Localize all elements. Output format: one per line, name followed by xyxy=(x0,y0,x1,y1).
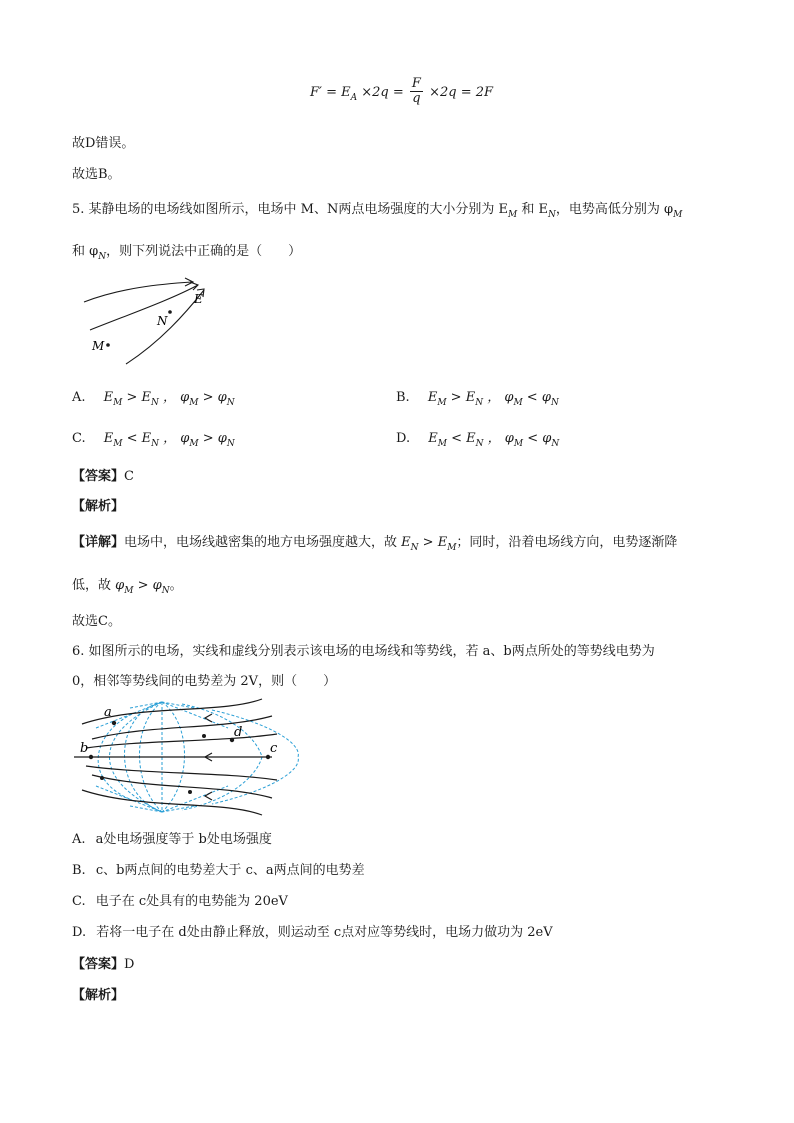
fraction-denominator: q xyxy=(412,91,421,106)
answer-label: 【答案】 xyxy=(72,469,125,484)
label-e: E xyxy=(194,292,203,306)
q6-answer xyxy=(72,953,134,972)
q5-sub-n2: N xyxy=(98,252,107,262)
q5-detail-line1 xyxy=(72,531,678,553)
q6-option-d-text: 若将一电子在 d处由静止释放，则运动至 c点对应等势线时，电场力做功为 2eV xyxy=(96,925,553,940)
conclusion-d: 故D错误。 xyxy=(72,136,135,151)
q6-option-b[interactable] xyxy=(72,859,365,878)
q5-stem-part3: ，电势高低分别为 φ xyxy=(555,202,674,217)
option-c-letter: C. xyxy=(72,431,86,446)
q6-option-a-text: a处电场强度等于 b处电场强度 xyxy=(95,832,272,847)
q5-stem-line2 xyxy=(72,240,302,262)
q5-analysis-label: 【解析】 xyxy=(72,499,125,514)
label-n: N xyxy=(157,314,168,328)
q5-sub-n: N xyxy=(547,210,556,220)
point-b xyxy=(89,755,93,759)
q5-stem-line2-b: ，则下列说法中正确的是（ ） xyxy=(106,244,302,259)
point-a xyxy=(112,721,116,725)
q5-choose: 故选C。 xyxy=(72,614,121,629)
fraction-numerator: F xyxy=(411,76,421,91)
q6-option-b-letter: B. xyxy=(72,863,86,878)
q6-analysis-label: 【解析】 xyxy=(72,988,125,1003)
option-b-letter: B. xyxy=(396,390,410,405)
q5-answer xyxy=(72,465,134,484)
label-b: b xyxy=(80,741,89,756)
q6-option-d-letter: D. xyxy=(72,925,87,940)
q5-stem-line1 xyxy=(72,198,683,220)
q5-sub-m2: M xyxy=(673,210,683,220)
q6-option-b-text: c、b两点间的电势差大于 c、a两点间的电势差 xyxy=(95,863,365,878)
formula-mid: ×2q = xyxy=(361,85,404,100)
q6-stem-line2: 0，相邻等势线间的电势差为 2V，则（ ） xyxy=(72,674,337,689)
q6-option-c-letter: C. xyxy=(72,894,86,909)
formula-lhs: F′ = E xyxy=(310,85,351,100)
option-d-text: $E_M < E_N$ ， $\varphi_M < \varphi_N$ xyxy=(428,431,560,449)
q5-detail-line2: 低，故 $\varphi_M > \varphi_N$。 xyxy=(72,578,183,596)
point-n xyxy=(168,310,172,314)
q6-option-d[interactable] xyxy=(72,921,553,940)
formula-fraction xyxy=(410,77,423,106)
q5-option-c[interactable] xyxy=(72,427,235,449)
q6-option-c[interactable] xyxy=(72,890,288,909)
q5-option-b[interactable] xyxy=(396,386,559,408)
q6-option-c-text: 电子在 c处具有的电势能为 20eV xyxy=(95,894,288,909)
q5-stem-line2-a: 和 φ xyxy=(72,244,99,259)
q6-option-a-letter: A. xyxy=(72,832,86,847)
label-m: M xyxy=(92,339,105,353)
q6-option-a[interactable] xyxy=(72,828,272,847)
option-c-text: $E_M < E_N$ ， $\varphi_M > \varphi_N$ xyxy=(103,431,235,449)
choose-b: 故选B。 xyxy=(72,167,121,182)
point-7 xyxy=(100,776,104,780)
point-5 xyxy=(202,734,206,738)
point-6 xyxy=(188,790,192,794)
field-line-2 xyxy=(90,285,198,330)
option-b-text: $E_M > E_N$ ， $\varphi_M < \varphi_N$ xyxy=(427,390,559,408)
q6-answer-value: D xyxy=(124,957,135,972)
option-a-text: $E_M > E_N$ ， $\varphi_M > \varphi_N$ xyxy=(103,390,235,408)
field-line-1 xyxy=(84,282,192,302)
q5-stem-part2: 和 E xyxy=(517,202,548,217)
answer-value: C xyxy=(124,469,134,484)
label-c: c xyxy=(270,741,278,756)
q6-field-figure xyxy=(72,694,304,820)
q5-option-d[interactable] xyxy=(396,427,560,449)
option-a-letter: A. xyxy=(72,390,86,405)
point-m xyxy=(106,343,110,347)
q5-field-figure xyxy=(80,272,220,368)
formula-sub-a: A xyxy=(350,93,358,103)
option-d-letter: D. xyxy=(396,431,411,446)
label-d: d xyxy=(234,725,243,740)
detail-text-1: 电场中，电场线越密集的地方电场强度越大，故 $E_N > E_M$；同时，沿着电场线方向，电势逐渐降 xyxy=(124,535,678,553)
q5-option-a[interactable] xyxy=(72,386,235,408)
formula-rhs: ×2q = 2F xyxy=(429,85,494,100)
label-a: a xyxy=(104,705,112,720)
q5-sub-m: M xyxy=(507,210,518,220)
q6-answer-label: 【答案】 xyxy=(72,957,125,972)
formula-line xyxy=(310,78,493,107)
q6-stem-line1: 6. 如图所示的电场，实线和虚线分别表示该电场的电场线和等势线，若 a、b两点所处的等势线电势为 xyxy=(72,644,655,659)
q5-stem-part1: 5. 某静电场的电场线如图所示，电场中 M、N两点电场强度的大小分别为 E xyxy=(72,202,508,217)
detail-label: 【详解】 xyxy=(72,535,125,550)
